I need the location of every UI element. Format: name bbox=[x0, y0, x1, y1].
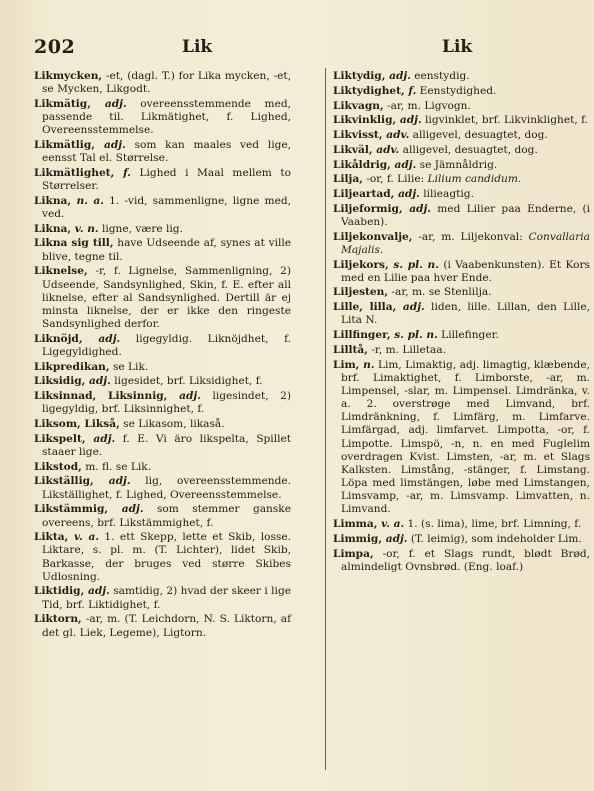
entry-part-of-speech: adj. bbox=[167, 390, 201, 403]
entry-definition: lilieagtig. bbox=[419, 188, 474, 200]
entry-definition: 1. ett Skepp, lette et Skib, losse. Liktare, s. pl. m. (T. Lichter), lidet Skib, Barkasse, der bruges ved større Skibes Udlosning. bbox=[42, 531, 291, 583]
entry-latin-name: Lilium candidum. bbox=[427, 173, 522, 186]
entry-definition: samtidig, 2) hvad der skeer i lige Tid, brf. Liktidighet, f. bbox=[42, 585, 291, 611]
dictionary-entry bbox=[34, 195, 291, 221]
entry-definition: -ar, m. Ligvogn. bbox=[383, 99, 471, 112]
entry-definition: Lillefinger. bbox=[437, 329, 499, 342]
entry-headword: Liknelse, bbox=[34, 265, 88, 278]
dictionary-entry bbox=[333, 533, 590, 546]
entry-part-of-speech: v. a. bbox=[68, 531, 100, 544]
entry-definition: (i Vaabenkunsten). Et Kors med en Lilie paa hver Ende. bbox=[341, 258, 590, 284]
entry-definition: f. E. Vi äro likspelta, Spillet staaer lige. bbox=[42, 432, 291, 458]
entry-headword: Lilja, bbox=[333, 173, 363, 186]
entry-headword: Likna, bbox=[34, 222, 72, 235]
entry-part-of-speech: n. bbox=[359, 358, 375, 371]
dictionary-entry bbox=[34, 433, 291, 459]
entry-headword: Liljekonvalje, bbox=[333, 230, 413, 243]
entry-definition: Eenstydighed. bbox=[416, 84, 497, 97]
dictionary-entry bbox=[333, 129, 590, 142]
entry-headword: Likmätlig, bbox=[34, 138, 95, 151]
right-column bbox=[333, 70, 590, 576]
left-running-headword: Lik bbox=[182, 37, 213, 57]
entry-definition: overeensstemmende med, passende til. Likmätighet, f. Lighed, Overeensstemmelse. bbox=[42, 97, 292, 137]
entry-part-of-speech: adj. bbox=[394, 188, 420, 200]
dictionary-entry bbox=[333, 85, 590, 98]
entry-part-of-speech: adj. bbox=[396, 114, 422, 127]
entry-headword: Likvagn, bbox=[333, 99, 384, 112]
entry-definition: -ar, m. Liljekonval: bbox=[412, 230, 529, 243]
dictionary-entry bbox=[333, 188, 590, 201]
entry-headword: Likstämmig, bbox=[34, 503, 109, 516]
entry-definition: se Jämnåldrig. bbox=[416, 158, 498, 171]
entry-definition: Lim, Limaktig, adj. limagtig, klæbende, brf. Limaktighet, f. Limborste, -ar, m. Limpensel, -slar, m. Limpensel. Limdränka, v. a. 2. overstrøge med Limvand, brf. Limdränkning, f. Limfärg, m. Limfarve. Limfärgad, adj. limfarvet. Limpotta, -or, f. Limpotte. Limspö, -n, n. en med Fuglelim overdragen Kvist. Limsten, -ar, m. et Slags Kalksten. Limstång, -stänger, f. Limstang. Löpa med limstängen, løbe med Limstangen, Limsvamp, -ar, m. Limsvamp. Limvatten, n. Limvand. bbox=[341, 358, 590, 516]
entry-part-of-speech: adj. bbox=[84, 585, 110, 598]
entry-headword: Liljeformig, bbox=[333, 202, 403, 215]
entry-headword: Liktorn, bbox=[34, 613, 82, 626]
dictionary-entry bbox=[333, 518, 590, 531]
dictionary-entry bbox=[333, 344, 590, 357]
entry-headword: Likmätlighet, bbox=[34, 166, 115, 179]
entry-headword: Likpredikan, bbox=[34, 360, 110, 373]
dictionary-entry bbox=[333, 359, 590, 517]
dictionary-entry bbox=[34, 223, 291, 236]
entry-part-of-speech: adj. bbox=[385, 70, 411, 82]
dictionary-entry bbox=[34, 333, 291, 359]
entry-definition: som kan maales ved lige, eensst Tal el. Størrelse. bbox=[42, 138, 291, 165]
entry-definition: 1. -vid, sammenligne, ligne med, ved. bbox=[42, 194, 291, 220]
entry-part-of-speech: adj. bbox=[94, 138, 126, 151]
entry-headword: Likställig, bbox=[34, 475, 94, 488]
entry-headword: Lim, bbox=[333, 358, 360, 371]
entry-definition: -et, (dagl. T.) for Lika mycken, -et, se Mycken, Likgodt. bbox=[42, 70, 291, 96]
dictionary-entry bbox=[34, 613, 291, 639]
entry-definition: eenstydig. bbox=[410, 70, 470, 82]
entry-headword: Liksom, Likså, bbox=[34, 418, 120, 431]
entry-part-of-speech: adj. bbox=[396, 301, 425, 314]
entry-part-of-speech: adj. bbox=[390, 158, 417, 171]
entry-definition: -or, f. et Slags rundt, blødt Brød, almindeligt Ovnsbrød. (Eng. loaf.) bbox=[341, 547, 590, 573]
dictionary-entry bbox=[34, 461, 291, 474]
dictionary-entry bbox=[333, 231, 590, 257]
entry-headword: Limpa, bbox=[333, 547, 374, 560]
entry-headword: Likåldrig, bbox=[333, 158, 391, 171]
entry-headword: Limmig, bbox=[333, 532, 383, 545]
dictionary-entry bbox=[34, 418, 291, 431]
entry-definition: 1. (s. lima), lime, brf. Limning, f. bbox=[404, 518, 582, 531]
entry-part-of-speech: adj. bbox=[90, 97, 127, 110]
entry-definition: ligvinklet, brf. Likvinklighet, f. bbox=[421, 114, 588, 127]
dictionary-entry bbox=[34, 70, 291, 96]
entry-part-of-speech: n. a. bbox=[71, 194, 104, 207]
dictionary-entry bbox=[333, 100, 590, 113]
entry-headword: Liksinnad, Liksinnig, bbox=[34, 390, 168, 403]
entry-definition: ligegyldig. Liknöjdhet, f. Ligegyldighed. bbox=[42, 332, 292, 358]
entry-part-of-speech: s. pl. n. bbox=[390, 329, 438, 342]
entry-part-of-speech: adj. bbox=[108, 503, 144, 516]
entry-part-of-speech: adj. bbox=[382, 532, 408, 545]
entry-definition: lig, overeensstemmende. Likställighet, f. Lighed, Overeensstemmelse. bbox=[42, 475, 291, 501]
entry-definition: (T. leimig), som indeholder Lim. bbox=[407, 532, 582, 545]
entry-headword: Likvisst, bbox=[333, 129, 383, 141]
dictionary-entry bbox=[34, 475, 291, 501]
dictionary-entry bbox=[34, 585, 291, 611]
entry-definition: -or, f. Lilie: bbox=[362, 173, 428, 186]
entry-headword: Liljesten, bbox=[333, 286, 389, 299]
entry-definition: -r, f. Lignelse, Sammenligning, 2) Udseende, Sandsynlighed, Skin, f. E. efter all liknelse, efter al Sandsynlighed. Dertill är ej minsta liknelse, der er ikke den ringeste Sandsynlighed derfor. bbox=[42, 265, 291, 330]
entry-part-of-speech: adj. bbox=[93, 475, 131, 488]
entry-part-of-speech: s. pl. n. bbox=[388, 258, 439, 271]
entry-definition: alligevel, desuagtet, dog. bbox=[399, 143, 538, 156]
entry-definition: som stemmer ganske overeens, brf. Likstämmighet, f. bbox=[42, 503, 291, 529]
entry-headword: Liljeartad, bbox=[333, 188, 395, 200]
entry-part-of-speech: v. n. bbox=[71, 222, 99, 235]
entry-headword: Liktydighet, bbox=[333, 84, 405, 97]
entry-definition: ligne, være lig. bbox=[98, 222, 183, 235]
left-column bbox=[34, 70, 291, 641]
entry-part-of-speech: adv. bbox=[372, 143, 400, 156]
entry-part-of-speech: f. bbox=[114, 166, 131, 179]
dictionary-entry bbox=[34, 503, 291, 529]
dictionary-entry bbox=[333, 159, 590, 172]
entry-part-of-speech: f. bbox=[404, 84, 417, 97]
right-running-headword: Lik bbox=[442, 37, 473, 57]
dictionary-entry bbox=[34, 167, 291, 193]
entry-headword: Likna sig till, bbox=[34, 237, 114, 250]
entry-latin-name: Convallaria Majalis. bbox=[341, 230, 590, 256]
entry-headword: Lillfinger, bbox=[333, 329, 391, 342]
entry-part-of-speech: adj. bbox=[85, 432, 116, 445]
dictionary-entry bbox=[333, 114, 590, 127]
entry-headword: Likväl, bbox=[333, 143, 373, 156]
entry-definition: have Udseende af, synes at ville blive, tegne til. bbox=[42, 237, 292, 263]
entry-headword: Liktydig, bbox=[333, 70, 386, 82]
entry-definition: ligesidet, brf. Liksidighet, f. bbox=[110, 375, 263, 388]
dictionary-entry bbox=[333, 203, 590, 229]
entry-part-of-speech: v. a. bbox=[377, 518, 405, 531]
entry-headword: Likna, bbox=[34, 194, 72, 207]
entry-headword: Likmätig, bbox=[34, 97, 91, 110]
entry-definition: -r, m. Lilletaa. bbox=[367, 343, 447, 356]
entry-part-of-speech: adj. bbox=[85, 375, 111, 388]
entry-headword: Limma, bbox=[333, 518, 378, 531]
dictionary-entry bbox=[333, 286, 590, 299]
page-number: 202 bbox=[34, 36, 76, 58]
entry-headword: Liktidig, bbox=[34, 585, 85, 598]
dictionary-entry bbox=[34, 98, 291, 137]
entry-definition: alligevel, desuagtet, dog. bbox=[409, 129, 548, 141]
entry-headword: Lilltå, bbox=[333, 343, 368, 356]
entry-part-of-speech: adj. bbox=[402, 202, 431, 215]
dictionary-entry bbox=[34, 139, 291, 165]
entry-definition: liden, lille. Lillan, den Lille, Lita N. bbox=[341, 301, 590, 327]
dictionary-entry bbox=[333, 70, 590, 83]
entry-definition: m. fl. se Lik. bbox=[81, 460, 152, 473]
dictionary-entry bbox=[333, 173, 590, 186]
dictionary-entry bbox=[34, 375, 291, 388]
dictionary-entry bbox=[333, 301, 590, 327]
dictionary-entry bbox=[333, 144, 590, 157]
dictionary-entry bbox=[34, 265, 291, 331]
dictionary-entry bbox=[34, 531, 291, 584]
dictionary-entry bbox=[333, 329, 590, 342]
entry-definition: se Likasom, likaså. bbox=[119, 418, 225, 431]
entry-definition: Lighed i Maal mellem to Størrelser. bbox=[42, 166, 291, 193]
page-header bbox=[34, 36, 564, 62]
dictionary-entry bbox=[34, 390, 291, 416]
dictionary-entry bbox=[333, 259, 590, 285]
entry-part-of-speech: adj. bbox=[82, 332, 121, 345]
entry-headword: Liksidig, bbox=[34, 375, 86, 388]
entry-definition: med Lilier paa Enderne, (i Vaaben). bbox=[341, 202, 591, 228]
entry-definition: -ar, m. (T. Leichdorn, N. S. Liktorn, af det gl. Liek, Legeme), Ligtorn. bbox=[42, 613, 291, 639]
dictionary-entry bbox=[34, 361, 291, 374]
dictionary-entry bbox=[333, 548, 590, 574]
entry-headword: Likta, bbox=[34, 531, 69, 544]
entry-headword: Likvinklig, bbox=[333, 114, 397, 127]
entry-headword: Likstod, bbox=[34, 460, 82, 473]
dictionary-entry bbox=[34, 237, 291, 263]
column-divider bbox=[325, 68, 326, 770]
entry-definition: ligesindet, 2) ligegyldig, brf. Liksinnighet, f. bbox=[42, 390, 291, 416]
entry-part-of-speech: adv. bbox=[382, 129, 410, 141]
entry-headword: Lille, lilla, bbox=[333, 301, 397, 314]
entry-definition: -ar, m. se Stenlilja. bbox=[388, 286, 492, 299]
entry-headword: Liljekors, bbox=[333, 258, 389, 271]
entry-headword: Likspelt, bbox=[34, 432, 86, 445]
entry-definition: se Lik. bbox=[109, 360, 149, 373]
entry-headword: Liknöjd, bbox=[34, 332, 83, 345]
entry-headword: Likmycken, bbox=[34, 70, 103, 82]
